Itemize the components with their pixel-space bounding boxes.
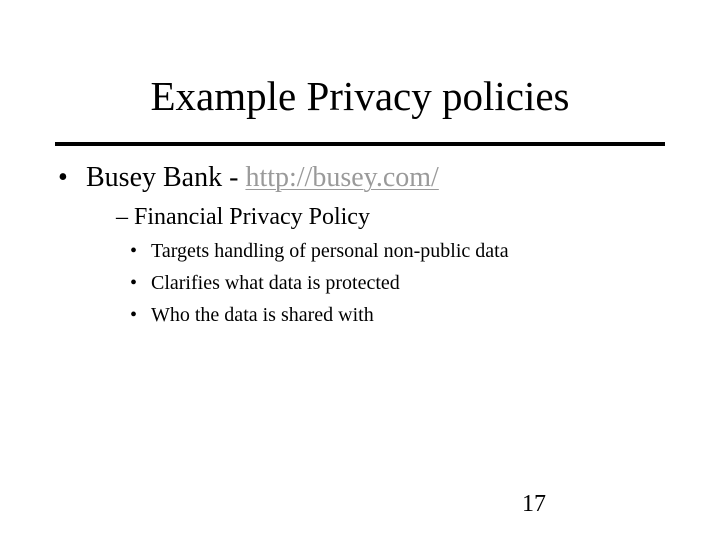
bullet-text: Busey Bank - xyxy=(86,162,246,193)
page-number: 17 xyxy=(522,491,546,517)
bullet-item-busey-bank xyxy=(58,160,439,196)
sub-sub-item xyxy=(130,302,374,328)
sub-sub-item-text: Who the data is shared with xyxy=(151,304,374,326)
sub-sub-item-text: Targets handling of personal non-public data xyxy=(151,240,509,262)
sub-sub-item xyxy=(130,238,509,264)
bullet-icon: • xyxy=(130,304,138,326)
sub-sub-item xyxy=(130,270,400,296)
title-divider xyxy=(55,142,665,146)
bullet-icon: • xyxy=(130,240,138,262)
bullet-icon: • xyxy=(58,162,68,193)
bullet-icon: • xyxy=(130,272,138,294)
sub-item-financial-privacy-policy: – Financial Privacy Policy xyxy=(116,204,370,230)
sub-sub-item-text: Clarifies what data is protected xyxy=(151,272,400,294)
slide-title: Example Privacy policies xyxy=(150,73,570,119)
busey-link[interactable]: http://busey.com/ xyxy=(245,162,439,193)
